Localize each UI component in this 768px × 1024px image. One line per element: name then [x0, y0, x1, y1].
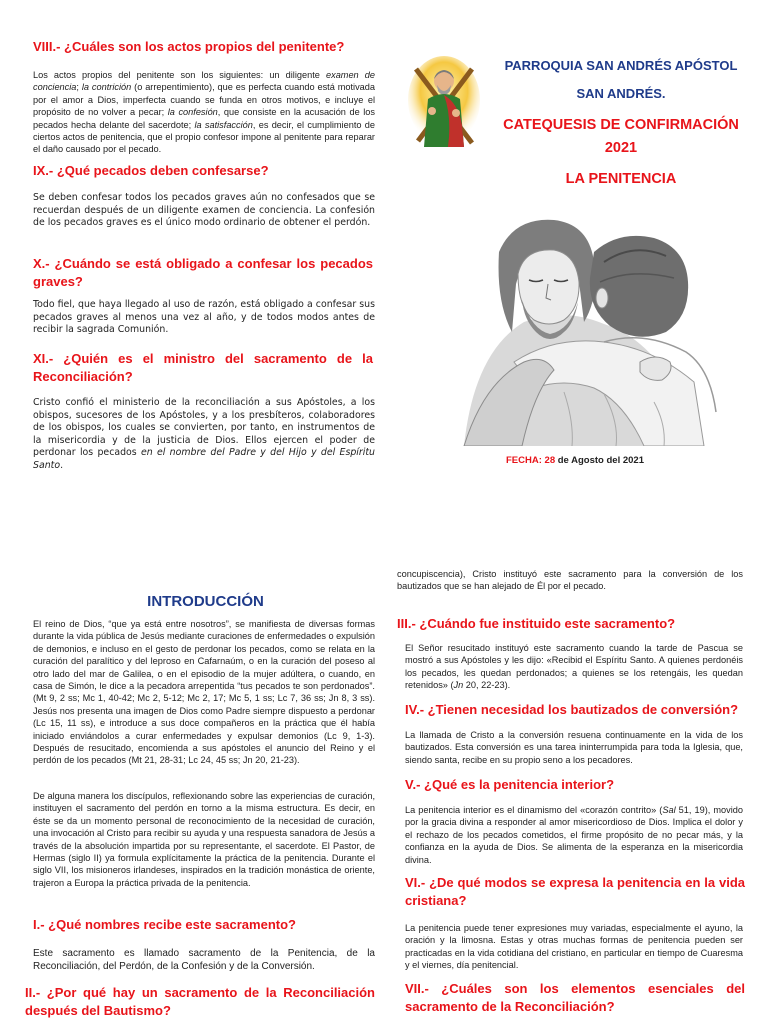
heading-xi: XI.- ¿Quién es el ministro del sacramento de la Reconciliación? — [33, 351, 373, 384]
iii-text: El Señor resucitado instituyó este sacramento cuando la tarde de Pascua se mostró a sus Apóstoles y les dijo: «Recibid el Espíritu Santo. A quienes perdonéis los pecados, les quedan perdonados; a quienes se los retengáis, les quedan retenidos» (Jn 20, 22-23). — [405, 643, 743, 691]
parish-location: SAN ANDRÉS. — [576, 86, 666, 101]
xi-text: Cristo confió el ministerio de la reconciliación a sus Apóstoles, a los obispos, sucesores de los Apóstoles, y a los presbíteros, colaboradores de los obispos, los cuales se convierten, por tanto, en instrumentos de la misericordia y de la justicia de Dios. Ellos ejercen el poder de perdonar los pecados en el nombre del Padre y del Hijo y del Espíritu Santo. — [33, 397, 375, 471]
ix-text: Se deben confesar todos los pecados graves aún no confesados que se recuerdan después de un diligente examen de conciencia. La confesión de los pecados graves es el único modo ordinario de obtener el perdón. — [33, 192, 375, 229]
fecha-line — [506, 455, 756, 467]
intro-heading: INTRODUCCIÓN — [147, 593, 264, 610]
vi-text: La penitencia puede tener expresiones muy variadas, especialmente el ayuno, la oración y la limosna. Estas y otras muchas formas de penitencia pueden ser practicadas en la vida cotidiana del cristiano, en particular en tiempo de Cuaresma y el viernes, día penitencial. — [405, 923, 743, 971]
continued-text: concupiscencia), Cristo instituyó este sacramento para la conversión de los bautizados que se han alejado de Él por el pecado. — [397, 569, 743, 592]
heading-ix: IX.- ¿Qué pecados deben confesarse? — [33, 163, 269, 178]
document-title: CATEQUESIS DE CONFIRMACIÓN 2021 — [503, 117, 739, 156]
document-subtitle: LA PENITENCIA — [565, 171, 677, 187]
viii-text: Los actos propios del penitente son los siguientes: un diligente examen de conciencia; la contrición (o arrepentimiento), que es perfecta cuando está motivada por el amor a Dios, imperfecta cuando se funda en otros motivos, e incluye el propósito de no volver a pecar; la confesión, que consiste en la acusación de los pecados hecha delante del sacerdote; la satisfacción, es decir, el cumplimiento de ciertos actos de penitencia, que el propio confesor impone al penitente para reparar el daño causado por el pecado. — [33, 70, 376, 155]
intro-paragraph-1: El reino de Dios, “que ya está entre nosotros”, se manifiesta de diversas formas durante la vida pública de Jesús mediante curaciones de enfermedades o expulsión de demonios, e incluso en el gesto de perdonar los pecados, como se relata en la curación del paralítico y del leproso en Cafarnaúm, o en la curación del poseso al otro lado del mar de Galilea, o en el episodio de la mujer adúltera, o cuando, en casa de Simón, le dice a la pecadora arrepentida “tus pecados te son perdonados”. (Mt 9, 2 ss; Mc 1, 40-42; Mc 2, 5-12; Mc 2, 17; Mc 5, 1 ss; Lc 7, 36 ss; Jn 8, 3 ss). Jesús nos presenta una imagen de Dios como Padre siempre dispuesto a perdonar (Lc 15, 11 ss), e introduce a sus doce compañeros en la práctica que él había iniciado enviándolos a curar enfermedades y expulsar demonios (Lc 9, 1-3). Después de resucitado, encomienda a sus apóstoles el anuncio del Reino y el perdón de los pecados (Mt 21, 28-31; Lc 24, 45 ss; Jn 20, 21-23). — [33, 619, 375, 766]
heading-i: I.- ¿Qué nombres recibe este sacramento? — [33, 917, 296, 932]
i-text: Este sacramento es llamado sacramento de la Penitencia, de la Reconciliación, del Perdón, de la Confesión y de la Conversión. — [33, 948, 375, 972]
fecha-rest: de Agosto del 2021 — [557, 455, 644, 466]
heading-vi: VI.- ¿De qué modos se expresa la penitencia en la vida cristiana? — [405, 875, 745, 908]
heading-ii: II.- ¿Por qué hay un sacramento de la Reconciliación después del Bautismo? — [25, 985, 375, 1018]
heading-x: X.- ¿Cuándo se está obligado a confesar los pecados graves? — [33, 256, 373, 289]
iv-text: La llamada de Cristo a la conversión resuena continuamente en la vida de los bautizados. Esta conversión es una tarea ininterrumpida para toda la Iglesia, que, siendo santa, recibe en su propio seno a los pecadores. — [405, 730, 743, 765]
v-text: La penitencia interior es el dinamismo del «corazón contrito» (Sal 51, 19), movido por la gracia divina a responder al amor misericordioso de Dios. Implica el dolor y el rechazo de los pecados cometidos, el firme propósito de no pecar más, y la confianza en la ayuda de Dios. Se alimenta de la esperanza en la misericordia divina. — [405, 805, 743, 865]
x-text: Todo fiel, que haya llegado al uso de razón, está obligado a confesar sus pecados graves al menos una vez al año, y de todos modos antes de recibir la sagrada Comunión. — [33, 299, 375, 336]
heading-viii: VIII.- ¿Cuáles son los actos propios del penitente? — [33, 39, 345, 54]
heading-vii: VII.- ¿Cuáles son los elementos esenciales del sacramento de la Reconciliación? — [405, 981, 745, 1014]
heading-iii: III.- ¿Cuándo fue instituido este sacramento? — [397, 616, 676, 631]
saint-andrew-icon — [408, 55, 480, 153]
heading-iv: IV.- ¿Tienen necesidad los bautizados de conversión? — [405, 702, 739, 717]
fecha-label: FECHA: — [506, 455, 542, 466]
fecha-day: 28 — [544, 455, 556, 466]
embrace-illustration — [404, 212, 744, 446]
intro-paragraph-2: De alguna manera los discípulos, reflexionando sobre las experiencias de curación, instituyen el sacramento del perdón en torno a la misma estructura. Es decir, en éste se da un momento personal de reconocimiento de la necesidad de curación, una invocación al Cristo para recibir su ayuda y una respuesta sanadora de Jesús a través de la absolución impartida por su representante, el sacerdote. El Pastor, de Hermas (siglo II) ya formula explícitamente la práctica de la penitencia. Durante el siglo VII, los misioneros irlandeses, inspirados en la tradición monástica de oriente, trajeron a Europa la práctica privada de la penitencia. — [33, 791, 375, 888]
parish-name: PARROQUIA SAN ANDRÉS APÓSTOL — [504, 58, 738, 73]
heading-v: V.- ¿Qué es la penitencia interior? — [405, 777, 615, 792]
